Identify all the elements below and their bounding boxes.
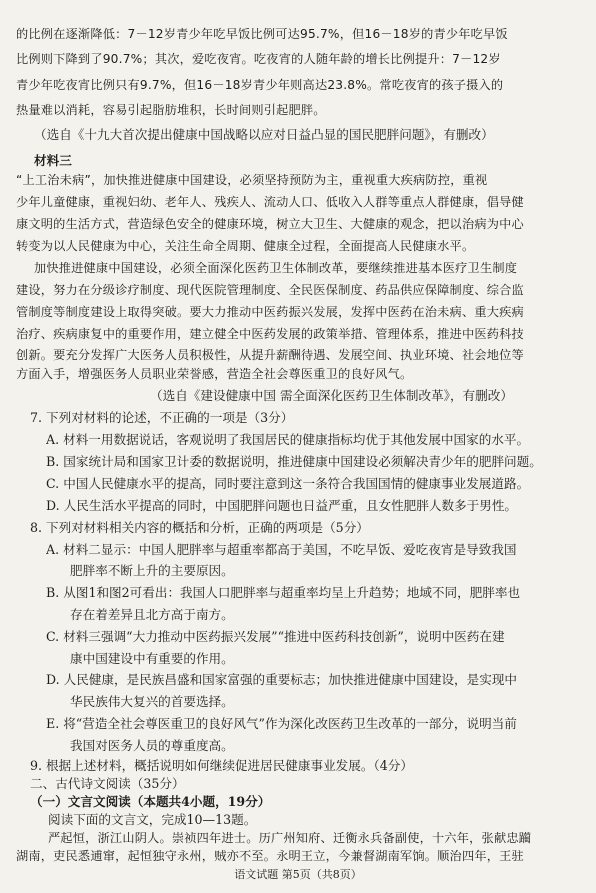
text-line: 热量难以消耗，容易引起脂肪堆积，长时间则引起肥胖。	[16, 103, 326, 117]
source-note: （选自《建设健康中国 需全面深化医药卫生体制改革》，有删改）	[150, 388, 513, 403]
section-title: 二、古代诗文阅读（35分）	[30, 776, 185, 791]
text-line: “上工治未病”，加快推进健康中国建设，必须坚持预防为主，重视重大疾病防控，重视	[16, 173, 488, 187]
question-7-stem: 7. 下列对材料的论述，不正确的一项是（3分）	[30, 410, 294, 425]
source-note: （选自《十九大首次提出健康中国战略以应对日益凸显的国民肥胖问题》，有删改）	[34, 127, 494, 142]
q8-option-a-cont: 肥胖率不断上升的主要原因。	[70, 563, 234, 578]
text-line: 管制度等制度建设上取得突破。要大力推动中医药振兴发展，发挥中医药在治未病、重大疾病	[16, 305, 524, 319]
q8-option-b: B. 从图1和图2可看出：我国人口肥胖率与超重率均呈上升趋势；地域不同，肥胖率也	[46, 585, 521, 600]
q8-option-e-cont: 我国对医务人员的尊重度高。	[70, 738, 234, 753]
subsection-title: （一）文言文阅读（本题共4小题，19分）	[30, 794, 271, 809]
text-line: 治疗、疾病康复中的重要作用，建立健全中医药发展的政策举措、管理体系，推进中医药科技	[16, 327, 524, 341]
q7-option-a: A. 材料一用数据说话，客观说明了我国居民的健康指标均优于其他发展中国家的水平。	[46, 432, 530, 447]
text-line: 转变为以人民健康为中心，关注生命全周期、健康全过程，全面提高人民健康水平。	[16, 239, 475, 253]
q8-option-d: D. 人民健康，是民族昌盛和国家富强的重要标志；加快推进健康中国建设，是实现中	[46, 672, 518, 687]
q8-option-c: C. 材料三强调“大力推动中医药振兴发展”“推进中医药科技创新”，说明中医药在建	[46, 629, 505, 644]
text-line: 创新。要充分发挥广大医务人员积极性，从提升薪酬待遇、发展空间、执业环境、社会地位等	[16, 348, 524, 362]
text-line: 比例则下降到了90.7%；其次，爱吃夜宵。吃夜宵的人随年龄的增长比例提升：7－12岁	[16, 52, 501, 66]
q7-option-b: B. 国家统计局和国家卫计委的数据说明，推进健康中国建设必须解决青少年的肥胖问题。	[46, 454, 542, 469]
text-line: 青少年吃夜宵比例只有9.7%，但16－18岁青少年则高达23.8%。常吃夜宵的孩子摄入的	[16, 78, 504, 92]
q7-option-c: C. 中国人民健康水平的提高，同时要注意到这一条符合我国国情的健康事业发展道路。	[46, 476, 530, 491]
text-line: 的比例在逐渐降低：7－12岁青少年吃早饭比例可达95.7%，但16－18岁的青少年吃早饭	[16, 27, 508, 41]
q8-option-e: E. 将“营造全社会尊医重卫的良好风气”作为深化改医药卫生改革的一部分，说明当前	[46, 716, 517, 731]
q8-option-c-cont: 康中国建设中有重要的作用。	[70, 651, 234, 666]
text-line: 方面入手，增强医务人员职业荣誉感，营造全社会尊医重卫的良好风气。	[16, 367, 413, 381]
reading-instruction: 阅读下面的文言文，完成10—13题。	[48, 812, 257, 827]
q8-option-b-cont: 存在着差异且北方高于南方。	[70, 607, 234, 622]
q8-option-a: A. 材料二显示：中国人肥胖率与超重率都高于美国，不吃早饭、爱吃夜宵是导致我国	[46, 542, 517, 557]
classical-line: 湖南，吏民悉逋窜，起恒独守永州，贼亦不至。永明王立，今兼督湖南军饷。顺治四年，王驻	[16, 849, 524, 863]
text-line: 加快推进健康中国建设，必须全面深化医药卫生体制改革，要继续推进基本医疗卫生制度	[34, 261, 518, 275]
q8-option-d-cont: 华民族伟大复兴的首要选择。	[70, 694, 234, 709]
text-line: 康文明的生活方式，营造绿色安全的健康环境，树立大卫生、大健康的观念，把以治病为中心	[16, 217, 524, 231]
question-9-stem: 9. 根据上述材料，概括说明如何继续促进居民健康事业发展。（4分）	[30, 758, 413, 773]
classical-line: 严起恒，浙江山阴人。崇祯四年进士。历广州知府、迁衡永兵备副使，十六年，张献忠躏	[48, 831, 532, 845]
question-8-stem: 8. 下列对材料相关内容的概括和分析，正确的两项是（5分）	[30, 520, 369, 535]
text-line: 少年儿童健康，重视妇幼、老年人、残疾人、流动人口、低收入人群等重点人群健康，倡导健	[16, 195, 524, 209]
page-footer: 语文试题 第5页（共8页）	[234, 868, 362, 881]
q7-option-d: D. 人民生活水平提高的同时，中国肥胖问题也日益严重，且女性肥胖人数多于男性。	[46, 498, 518, 513]
material-heading: 材料三	[34, 153, 72, 168]
text-line: 建设，努力在分级诊疗制度、现代医院管理制度、全民医保制度、药品供应保障制度、综合监	[16, 283, 524, 297]
